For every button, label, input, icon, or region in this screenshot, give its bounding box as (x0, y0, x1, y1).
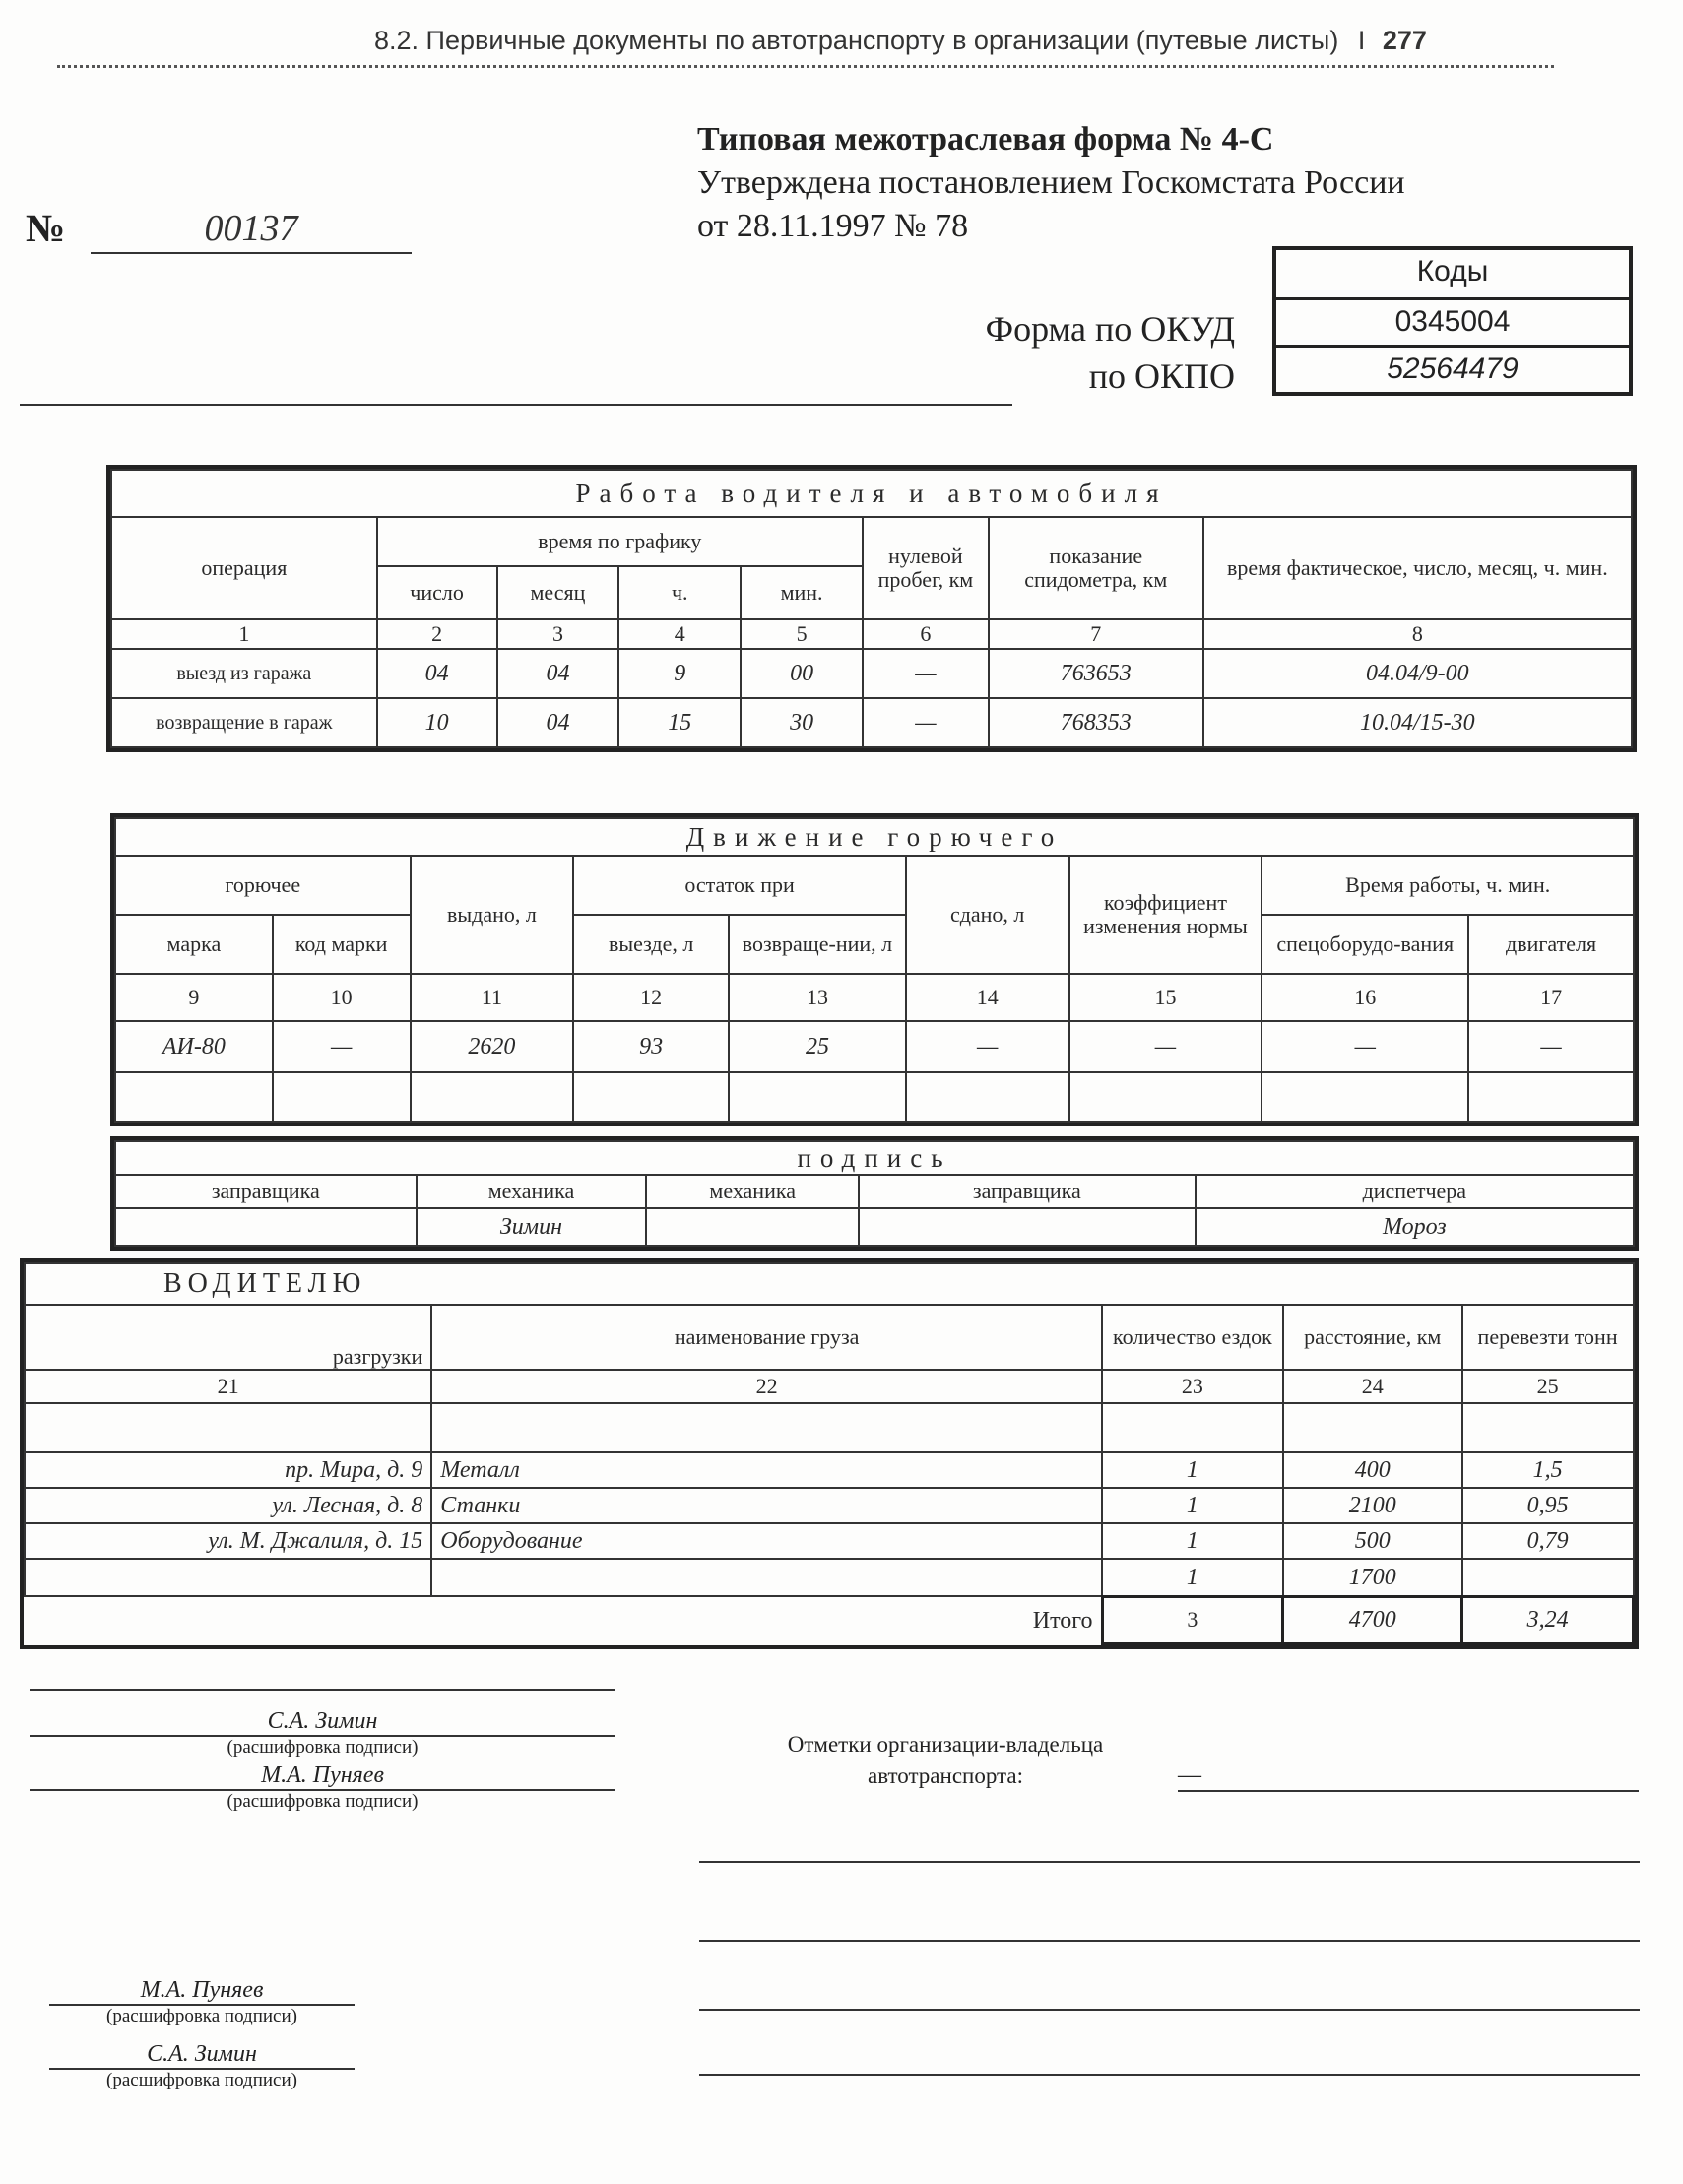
col-tons: перевезти тонн (1462, 1305, 1634, 1370)
table-row (115, 1021, 1634, 1072)
signature-name: С.А. Зимин (147, 2041, 257, 2067)
codes-box (1272, 246, 1633, 396)
cell-mechanic-sign (646, 1208, 859, 1246)
table-row (115, 1072, 1634, 1122)
cell-min: 30 (741, 698, 863, 747)
col-cargo: наименование груза (431, 1305, 1102, 1370)
col-coef: коэффициент изменения нормы (1069, 856, 1262, 974)
okpo-label: по ОКПО (1088, 356, 1235, 396)
total-row (25, 1596, 1634, 1643)
empty-cell (1283, 1403, 1462, 1452)
cell-mechanic-sign: Зимин (417, 1208, 647, 1246)
cell-tons: 1,5 (1462, 1452, 1634, 1488)
empty-cell (115, 1072, 273, 1122)
col-num: 9 (115, 974, 273, 1021)
col-num: 13 (729, 974, 906, 1021)
col-min: мин. (741, 566, 863, 619)
cell-unload: пр. Мира, д. 9 (25, 1452, 431, 1488)
driver-table (24, 1262, 1635, 1645)
cell-unload: ул. Лесная, д. 8 (25, 1488, 431, 1523)
form-title-line3: от 28.11.1997 № 78 (697, 208, 969, 244)
empty-cell (1462, 1403, 1634, 1452)
table-row (25, 1488, 1634, 1523)
cell-actual-time: 04.04/9-00 (1203, 649, 1632, 698)
signature-name: М.А. Пуняев (261, 1763, 384, 1788)
col-schedule: время по графику (377, 517, 863, 566)
col-num: 5 (741, 619, 863, 649)
col-mechanic: механика (417, 1175, 647, 1208)
column-numbers (115, 974, 1634, 1021)
okud-label: Форма по ОКУД (985, 309, 1235, 349)
cell-zero-run: — (863, 649, 989, 698)
cell-tons (1462, 1559, 1634, 1596)
form-title-line1: Типовая межотраслевая форма № 4-С (697, 121, 1274, 158)
signature-block-2 (49, 1977, 355, 2091)
number-sign: № (26, 206, 66, 250)
empty-cell (25, 1403, 431, 1452)
cell-cargo: Станки (431, 1488, 1102, 1523)
signature-caption: (расшифровка подписи) (227, 1791, 419, 1812)
table-row (25, 1559, 1634, 1596)
cell-brand-code: — (273, 1021, 411, 1072)
signature-line (30, 1689, 615, 1691)
col-num: 14 (906, 974, 1069, 1021)
table-row (111, 698, 1632, 747)
cell-actual-time: 10.04/15-30 (1203, 698, 1632, 747)
cell-remain-depart: 93 (573, 1021, 729, 1072)
col-num: 7 (989, 619, 1203, 649)
section-title: 8.2. Первичные документы по автотранспорту в организации (путевые листы) (374, 26, 1339, 55)
col-num: 24 (1283, 1370, 1462, 1403)
cell-brand: АИ-80 (115, 1021, 273, 1072)
cell-distance: 2100 (1283, 1488, 1462, 1523)
fuel-table (114, 817, 1635, 1123)
cell-distance: 1700 (1283, 1559, 1462, 1596)
col-remain-depart: выезде, л (573, 915, 729, 974)
col-num: 17 (1468, 974, 1634, 1021)
cell-cargo (431, 1559, 1102, 1596)
signature-caption: (расшифровка подписи) (106, 2006, 297, 2026)
cell-engine: — (1468, 1021, 1634, 1072)
empty-cell (273, 1072, 411, 1122)
empty-cell (729, 1072, 906, 1122)
col-brand-code: код марки (273, 915, 411, 974)
col-num: 21 (25, 1370, 431, 1403)
col-num: 1 (111, 619, 377, 649)
signature-name: М.А. Пуняев (140, 1977, 264, 2003)
cell-operation: возвращение в гараж (111, 698, 377, 747)
col-num: 6 (863, 619, 989, 649)
owner-marks-line (1178, 1790, 1639, 1792)
cell-trips: 1 (1102, 1488, 1283, 1523)
empty-cell (1262, 1072, 1468, 1122)
col-special-equipment: спецоборудо-вания (1262, 915, 1468, 974)
organization-line (20, 404, 1012, 406)
codes-header: Коды (1416, 255, 1489, 288)
col-worktime: Время работы, ч. мин. (1262, 856, 1634, 915)
col-operation: операция (111, 517, 377, 619)
total-trips: 3 (1102, 1596, 1283, 1643)
cell-tons: 0,79 (1462, 1523, 1634, 1559)
col-speedometer: показание спидометра, км (989, 517, 1203, 619)
signature-caption: (расшифровка подписи) (227, 1737, 419, 1758)
cell-speedometer: 768353 (989, 698, 1203, 747)
cell-month: 04 (497, 649, 619, 698)
empty-cell (1102, 1403, 1283, 1452)
form-title-line2: Утверждена постановлением Госкомстата России (697, 164, 1405, 201)
page-number: 277 (1382, 26, 1427, 55)
cell-trips: 1 (1102, 1523, 1283, 1559)
empty-cell (411, 1072, 574, 1122)
col-num: 8 (1203, 619, 1632, 649)
col-num: 2 (377, 619, 497, 649)
table-row (115, 1208, 1634, 1246)
col-num: 23 (1102, 1370, 1283, 1403)
cell-refueler-sign (859, 1208, 1196, 1246)
col-month: месяц (497, 566, 619, 619)
cell-dispatcher-sign: Мороз (1196, 1208, 1634, 1246)
cell-unload: ул. М. Джалиля, д. 15 (25, 1523, 431, 1559)
table-row (25, 1452, 1634, 1488)
cell-tons: 0,95 (1462, 1488, 1634, 1523)
col-remain-return: возвраще-нии, л (729, 915, 906, 974)
owner-marks-line (699, 1940, 1640, 1942)
col-issued: выдано, л (411, 856, 574, 974)
fuel-table-title: Движение горючего (115, 818, 1634, 856)
cell-hour: 15 (618, 698, 741, 747)
col-remain: остаток при (573, 856, 906, 915)
col-refueler: заправщика (859, 1175, 1196, 1208)
work-table (110, 469, 1633, 748)
cell-day: 04 (377, 649, 497, 698)
table-row (111, 649, 1632, 698)
cell-zero-run: — (863, 698, 989, 747)
cell-remain-return: 25 (729, 1021, 906, 1072)
col-num: 3 (497, 619, 619, 649)
col-num: 22 (431, 1370, 1102, 1403)
col-fuel: горючее (115, 856, 411, 915)
signature-table (114, 1140, 1635, 1247)
col-num: 11 (411, 974, 574, 1021)
total-tons: 3,24 (1462, 1596, 1634, 1643)
owner-marks-label-line1: Отметки организации-владельца (787, 1732, 1104, 1757)
cell-cargo: Оборудование (431, 1523, 1102, 1559)
col-num: 4 (618, 619, 741, 649)
empty-cell (906, 1072, 1069, 1122)
codes-labels (986, 305, 1235, 400)
page-header (374, 26, 1427, 56)
table-row (25, 1403, 1634, 1452)
cell-speedometer: 763653 (989, 649, 1203, 698)
header-dotted-rule (57, 65, 1554, 68)
signature-name: С.А. Зимин (267, 1708, 378, 1734)
empty-cell (431, 1403, 1102, 1452)
cell-handed: — (906, 1021, 1069, 1072)
col-refueler: заправщика (115, 1175, 417, 1208)
owner-marks-label-line2: автотранспорта: (868, 1764, 1023, 1788)
col-num: 10 (273, 974, 411, 1021)
cell-trips: 1 (1102, 1452, 1283, 1488)
signature-caption: (расшифровка подписи) (106, 2070, 297, 2090)
work-table-title: Работа водителя и автомобиля (111, 470, 1632, 517)
signature-table-title: подпись (115, 1141, 1634, 1175)
cell-unload (25, 1559, 431, 1596)
total-distance: 4700 (1283, 1596, 1462, 1643)
col-hour: ч. (618, 566, 741, 619)
empty-cell (1069, 1072, 1262, 1122)
col-day: число (377, 566, 497, 619)
signature-block-1 (30, 1689, 615, 1813)
col-num: 12 (573, 974, 729, 1021)
document-number: 00137 (91, 207, 412, 254)
col-distance: расстояние, км (1283, 1305, 1462, 1370)
cell-min: 00 (741, 649, 863, 698)
owner-marks-value: — (1178, 1763, 1201, 1788)
cell-operation: выезд из гаража (111, 649, 377, 698)
empty-cell (1468, 1072, 1634, 1122)
cell-issued: 2620 (411, 1021, 574, 1072)
table-row (25, 1523, 1634, 1559)
column-numbers (25, 1370, 1634, 1403)
owner-marks-label (729, 1729, 1162, 1792)
cell-hour: 9 (618, 649, 741, 698)
col-trips: количество ездок (1102, 1305, 1283, 1370)
col-mechanic: механика (646, 1175, 859, 1208)
cell-distance: 500 (1283, 1523, 1462, 1559)
cell-trips: 1 (1102, 1559, 1283, 1596)
col-num: 15 (1069, 974, 1262, 1021)
cell-cargo: Металл (431, 1452, 1102, 1488)
okud-code: 0345004 (1276, 297, 1629, 345)
col-zero-run: нулевой пробег, км (863, 517, 989, 619)
col-handed: сдано, л (906, 856, 1069, 974)
col-brand: марка (115, 915, 273, 974)
empty-cell (573, 1072, 729, 1122)
col-unload: разгрузки (25, 1305, 431, 1370)
col-actual-time: время фактическое, число, месяц, ч. мин. (1203, 517, 1632, 619)
cell-day: 10 (377, 698, 497, 747)
cell-month: 04 (497, 698, 619, 747)
driver-table-title: ВОДИТЕЛЮ (25, 1263, 1634, 1305)
col-num: 25 (1462, 1370, 1634, 1403)
col-dispatcher: диспетчера (1196, 1175, 1634, 1208)
owner-marks-line (699, 2009, 1640, 2011)
okpo-code: 52564479 (1276, 345, 1629, 392)
cell-distance: 400 (1283, 1452, 1462, 1488)
cell-coef: — (1069, 1021, 1262, 1072)
cell-special-equipment: — (1262, 1021, 1468, 1072)
header-divider: I (1357, 26, 1366, 55)
col-engine: двигателя (1468, 915, 1634, 974)
col-num: 16 (1262, 974, 1468, 1021)
column-numbers (111, 619, 1632, 649)
owner-marks-line (699, 1861, 1640, 1863)
owner-marks-line (699, 2074, 1640, 2076)
total-label: Итого (25, 1596, 1102, 1643)
form-title (697, 118, 1405, 248)
cell-refueler-sign (115, 1208, 417, 1246)
